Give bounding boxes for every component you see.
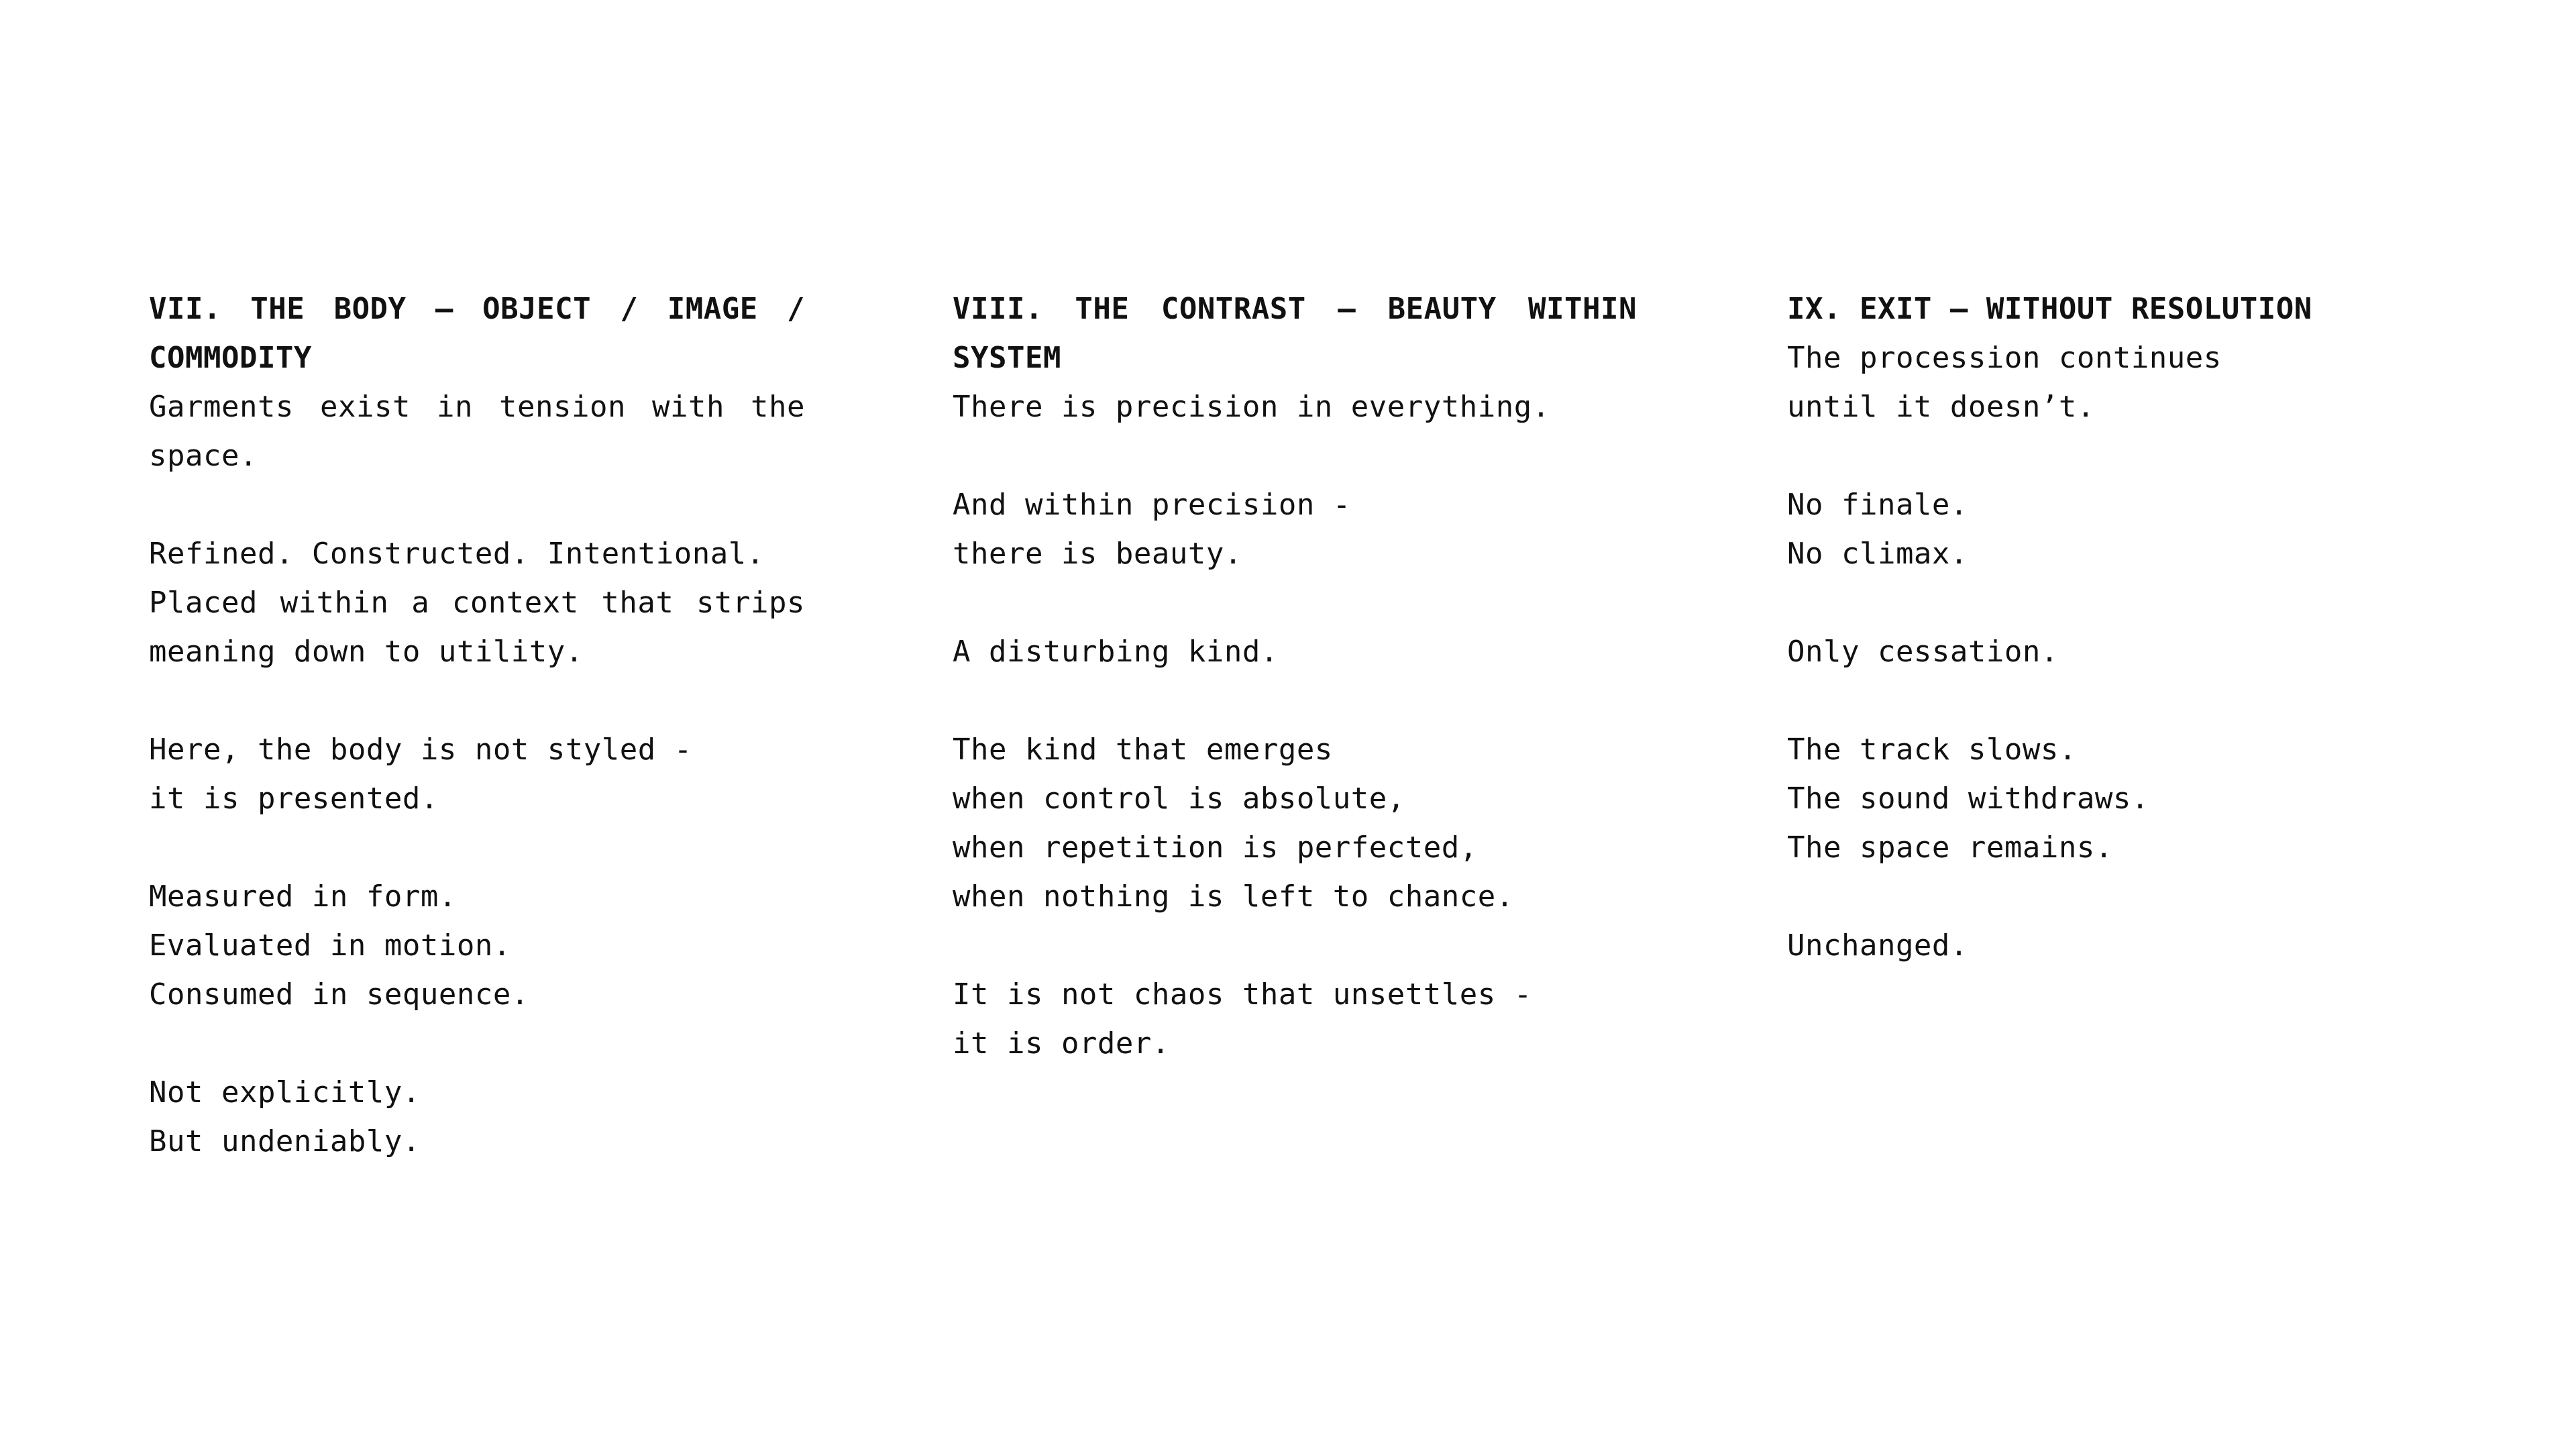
text-line: And within precision - xyxy=(953,488,1351,522)
paragraph xyxy=(1787,480,2431,578)
text-line: The procession continues xyxy=(1787,341,2222,375)
text-line: The space remains. xyxy=(1787,830,2113,865)
text-line: Consumed in sequence. xyxy=(149,977,529,1012)
text-line: until it doesn’t. xyxy=(1787,390,2095,424)
text-line: The track slows. xyxy=(1787,733,2077,767)
paragraph xyxy=(1787,333,2431,431)
text-line: Not explicitly. xyxy=(149,1075,421,1110)
section-ix xyxy=(1787,284,2431,970)
section-viii xyxy=(953,284,1637,1068)
text-line: Placed within a context that strips meaning down to utility. xyxy=(149,586,805,669)
text-line: It is not chaos that unsettles - xyxy=(953,977,1532,1012)
text-line: it is presented. xyxy=(149,782,439,816)
paragraph xyxy=(1787,921,2431,970)
text-line: Here, the body is not styled - xyxy=(149,733,692,767)
text-line: Garments exist in tension with the space. xyxy=(149,390,805,473)
text-line: Refined. Constructed. Intentional. xyxy=(149,537,765,571)
paragraph xyxy=(953,382,1637,431)
paragraph xyxy=(149,1068,805,1166)
text-line: But undeniably. xyxy=(149,1124,421,1159)
text-line: Unchanged. xyxy=(1787,928,1968,963)
paragraph xyxy=(149,725,805,823)
paragraph xyxy=(149,529,805,676)
text-line: when nothing is left to chance. xyxy=(953,879,1514,914)
text-line: it is order. xyxy=(953,1026,1170,1061)
paragraph xyxy=(1787,627,2431,676)
text-line: there is beauty. xyxy=(953,537,1242,571)
text-line: The kind that emerges xyxy=(953,733,1333,767)
text-line: There is precision in everything. xyxy=(953,390,1550,424)
paragraph xyxy=(1787,725,2431,872)
paragraph xyxy=(149,382,805,480)
section-heading: VIII. THE CONTRAST — BEAUTY WITHIN SYSTEM xyxy=(953,292,1637,375)
section-heading: IX. EXIT — WITHOUT RESOLUTION xyxy=(1787,292,2312,326)
section-heading: VII. THE BODY — OBJECT / IMAGE / COMMODITY xyxy=(149,292,805,375)
paragraph xyxy=(953,627,1637,676)
paragraph xyxy=(953,480,1637,578)
text-line: Measured in form. xyxy=(149,879,457,914)
paragraph xyxy=(953,725,1637,921)
section-vii xyxy=(149,284,805,1166)
text-line: The sound withdraws. xyxy=(1787,782,2149,816)
text-line: A disturbing kind. xyxy=(953,635,1279,669)
paragraph xyxy=(149,872,805,1019)
text-line: when control is absolute, xyxy=(953,782,1405,816)
text-line: when repetition is perfected, xyxy=(953,830,1478,865)
text-line: No climax. xyxy=(1787,537,1968,571)
text-line: No finale. xyxy=(1787,488,1968,522)
paragraph xyxy=(953,970,1637,1068)
text-line: Evaluated in motion. xyxy=(149,928,511,963)
text-line: Only cessation. xyxy=(1787,635,2059,669)
